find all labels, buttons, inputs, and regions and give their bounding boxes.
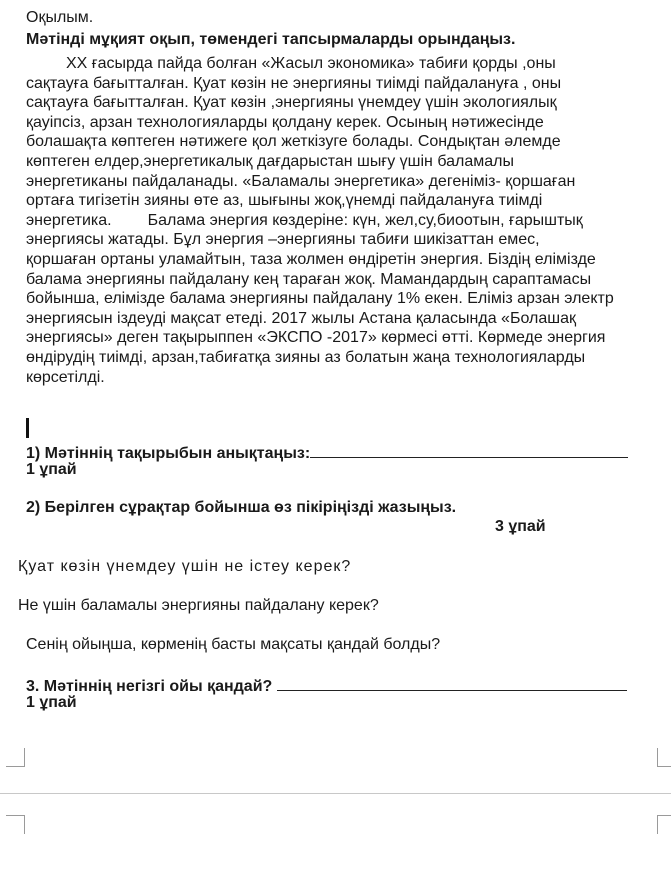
answer-line-1[interactable] xyxy=(310,442,628,458)
reading-passage xyxy=(26,54,656,387)
passage-line: бойынша, елімізде балама энергияны пайдалану 1% екен. Еліміз арзан электр xyxy=(26,290,614,308)
passage-segment: энергетика. xyxy=(26,211,112,229)
passage-line: ортаға тигізетін зияны өте аз, шығыны жоқ,үнемді пайдалануға тиімді xyxy=(26,192,543,210)
question-1-text: 1) Мәтіннің тақырыбын анықтаңыз: xyxy=(26,445,311,462)
passage-line: көрсетілді. xyxy=(26,368,105,386)
question-2-text: 2) Берілген сұрақтар бойынша өз пікіріңізді жазыңыз. xyxy=(26,499,457,516)
subquestion-2: Не үшін баламалы энергияны пайдалану керек? xyxy=(18,597,379,614)
question-3 xyxy=(26,675,627,696)
passage-line: болашақта көптеген нәтижеге қол жеткізуге болады. Сондықтан әлемде xyxy=(26,133,561,151)
passage-line: сақтауға бағытталған. Қуат көзін ,энергияны үнемдеу үшін экологиялық xyxy=(26,94,557,112)
passage-line: қоршаған ортаны уламайтын, таза жолмен өндіретін энергия. Біздің елімізде xyxy=(26,250,596,268)
passage-segment: Балама энергия көздеріне: күн, жел,су,биоотын, ғарыштық xyxy=(147,211,583,229)
crop-mark-bottom-right xyxy=(657,815,671,834)
passage-line: энергиясы жатады. Бұл энергия –энергияны табиғи шикізаттан емес, xyxy=(26,231,540,249)
page-break-divider xyxy=(0,793,671,794)
passage-line: энергетиканы пайдаланады. «Баламалы энергетика» дегеніміз- қоршаған xyxy=(26,172,576,190)
question-1 xyxy=(26,442,628,463)
subquestion-1: Қуат көзін үнемдеу үшін не істеу керек? xyxy=(18,558,352,575)
question-1-points: 1 ұпай xyxy=(26,461,77,478)
passage-line-split xyxy=(26,211,656,231)
passage-line: балама энергияны пайдалану кең тараған жоқ. Мамандардың сараптамасы xyxy=(26,270,592,288)
passage-line: қауіпсіз, арзан технологияларды қолдану керек. Осының нәтижесінде xyxy=(26,113,544,131)
section-title: Оқылым. xyxy=(26,9,94,26)
passage-line: ХХ ғасырда пайда болған «Жасыл экономика» табиғи қорды ,оны xyxy=(66,55,556,72)
passage-line: энергиясы» деген тақырыппен «ЭКСПО -2017» көрмесі өтті. Көрмеде энергия xyxy=(26,329,606,347)
crop-mark-top-right xyxy=(657,748,671,767)
question-2-points: 3 ұпай xyxy=(495,518,546,535)
crop-mark-top-left xyxy=(6,748,25,767)
crop-mark-bottom-left xyxy=(6,815,25,834)
answer-line-3[interactable] xyxy=(277,675,627,691)
question-3-text: 3. Мәтіннің негізгі ойы қандай? xyxy=(26,678,273,695)
text-cursor xyxy=(26,418,29,438)
question-3-points: 1 ұпай xyxy=(26,694,77,711)
passage-line: көптеген елдер,энергетикалық дағдарыстан шығу үшін баламалы xyxy=(26,152,514,170)
instruction-heading: Мәтінді мұқият оқып, төмендегі тапсырмаларды орындаңыз. xyxy=(26,31,516,48)
passage-line: энергиясын іздеуді мақсат етеді. 2017 жылы Астана қаласында «Болашақ xyxy=(26,309,576,327)
passage-line: өндірудің тиімді, арзан,табиғатқа зияны аз болатын жаңа технологияларды xyxy=(26,348,586,366)
subquestion-3: Сенің ойыңша, көрменің басты мақсаты қандай болды? xyxy=(26,636,441,653)
passage-line: сақтауға бағытталған. Қуат көзін не энергияны тиімді пайдалануға , оны xyxy=(26,74,562,92)
